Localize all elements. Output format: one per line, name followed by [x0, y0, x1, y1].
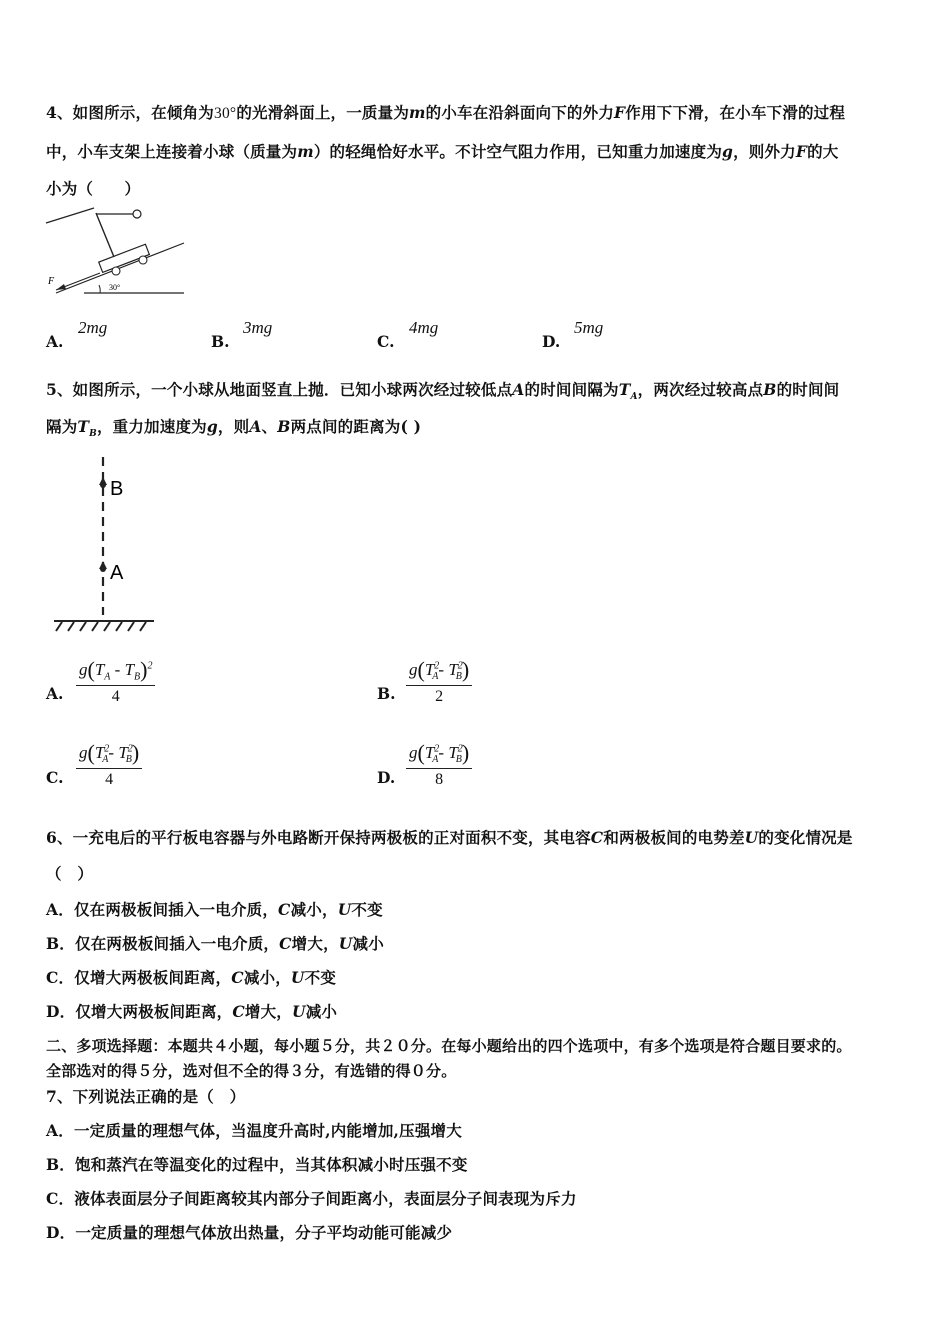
q5-option-b-formula	[406, 657, 472, 706]
q5-option-d-denominator: 8	[435, 771, 444, 788]
q5-option-b-denominator: 2	[435, 688, 444, 705]
q7-option-d[interactable]: D．一定质量的理想气体放出热量，分子平均动能可能减少	[46, 1223, 453, 1242]
q7-option-b[interactable]: B．饱和蒸汽在等温变化的过程中，当其体积减小时压强不变	[46, 1155, 468, 1174]
q6-option-b[interactable]: B．仅在两极板间插入一电介质，C增大，U减小	[46, 934, 384, 953]
q5-option-d-formula	[406, 740, 472, 789]
q5-option-a-numerator: $g(T_A - T_B)^2$	[76, 657, 155, 686]
q6-option-d[interactable]: D．仅增大两极板间距离，C增大，U减小	[46, 1002, 338, 1021]
q7-option-a[interactable]: A．一定质量的理想气体，当温度升高时,内能增加,压强增大	[46, 1121, 462, 1140]
point-a-label: A	[110, 562, 124, 584]
q4-stem-line-2: 中，小车支架上连接着小球（质量为m）的轻绳恰好水平。不计空气阻力作用，已知重力加速度为g，则外力F的大	[46, 142, 839, 161]
q7-option-c[interactable]: C．液体表面层分子间距离较其内部分子间距离小，表面层分子间表现为斥力	[46, 1189, 577, 1208]
section2-heading-line-1: 二、多项选择题：本题共４小题，每小题５分，共２０分。在每小题给出的四个选项中，有多个选项是符合题目要求的。	[46, 1037, 852, 1055]
q4-option-a-label[interactable]: A.	[46, 332, 64, 351]
q4-option-a-value: 2mg	[78, 318, 108, 337]
angle-label: 30°	[109, 283, 121, 292]
q5-option-d-numerator: $g(T^2_A-$ $T^2_B$)	[406, 740, 472, 769]
q5-vertical-throw-figure	[50, 455, 160, 635]
q4-option-d-value: 5mg	[574, 318, 604, 337]
q6-stem-line-2: （ ）	[46, 864, 94, 883]
angle-value: 30°	[214, 105, 237, 122]
q5-option-c-denominator: 4	[105, 771, 114, 788]
q4-option-b-value: 3mg	[243, 318, 273, 337]
point-b-label: B	[110, 478, 124, 500]
q5-option-b-numerator: $g(T^2_A-$ $T^2_B$)	[406, 657, 472, 686]
q4-option-c-value: 4mg	[409, 318, 439, 337]
q5-option-c-formula	[76, 740, 142, 789]
q5-stem-line-1: 5、如图所示，一个小球从地面竖直上抛．已知小球两次经过较低点A的时间间隔为$T_A$，两次经过较高点B的时间间	[46, 380, 840, 403]
q4-option-d-label[interactable]: D.	[542, 332, 561, 351]
q4-option-c-label[interactable]: C.	[377, 332, 395, 351]
q5-option-a-formula	[76, 657, 155, 706]
q5-option-a-denominator: 4	[111, 688, 120, 705]
q4-option-b-label[interactable]: B.	[211, 332, 230, 351]
q7-stem: 7、下列说法正确的是（ ）	[46, 1087, 246, 1106]
q5-option-a-label[interactable]: A.	[46, 684, 64, 703]
q5-option-d-label[interactable]: D.	[377, 768, 396, 787]
q5-option-b-label[interactable]: B.	[377, 684, 396, 703]
q5-option-c-numerator: $g(T^2_A-$ $T^2_B$)	[76, 740, 142, 769]
q6-stem-line-1: 6、一充电后的平行板电容器与外电路断开保持两极板的正对面积不变，其电容C和两极板间的电势差U的变化情况是	[46, 828, 853, 847]
q4-incline-figure	[44, 205, 189, 300]
force-label: F	[48, 276, 55, 287]
q4-stem-line-1: 4、如图所示，在倾角为30°的光滑斜面上，一质量为m的小车在沿斜面向下的外力F作用下下滑，在小车下滑的过程	[46, 103, 846, 122]
section2-heading-line-2: 全部选对的得５分，选对但不全的得３分，有选错的得０分。	[46, 1062, 457, 1080]
q5-option-c-label[interactable]: C.	[46, 768, 64, 787]
q6-option-a[interactable]: A．仅在两极板间插入一电介质，C减小，U不变	[46, 900, 383, 919]
q6-option-c[interactable]: C．仅增大两极板间距离，C减小，U不变	[46, 968, 337, 987]
q5-stem-line-2: 隔为$T_B$，重力加速度为g，则A、B两点间的距离为( )	[46, 417, 422, 440]
q4-stem-line-3: 小为（ ）	[46, 179, 141, 198]
